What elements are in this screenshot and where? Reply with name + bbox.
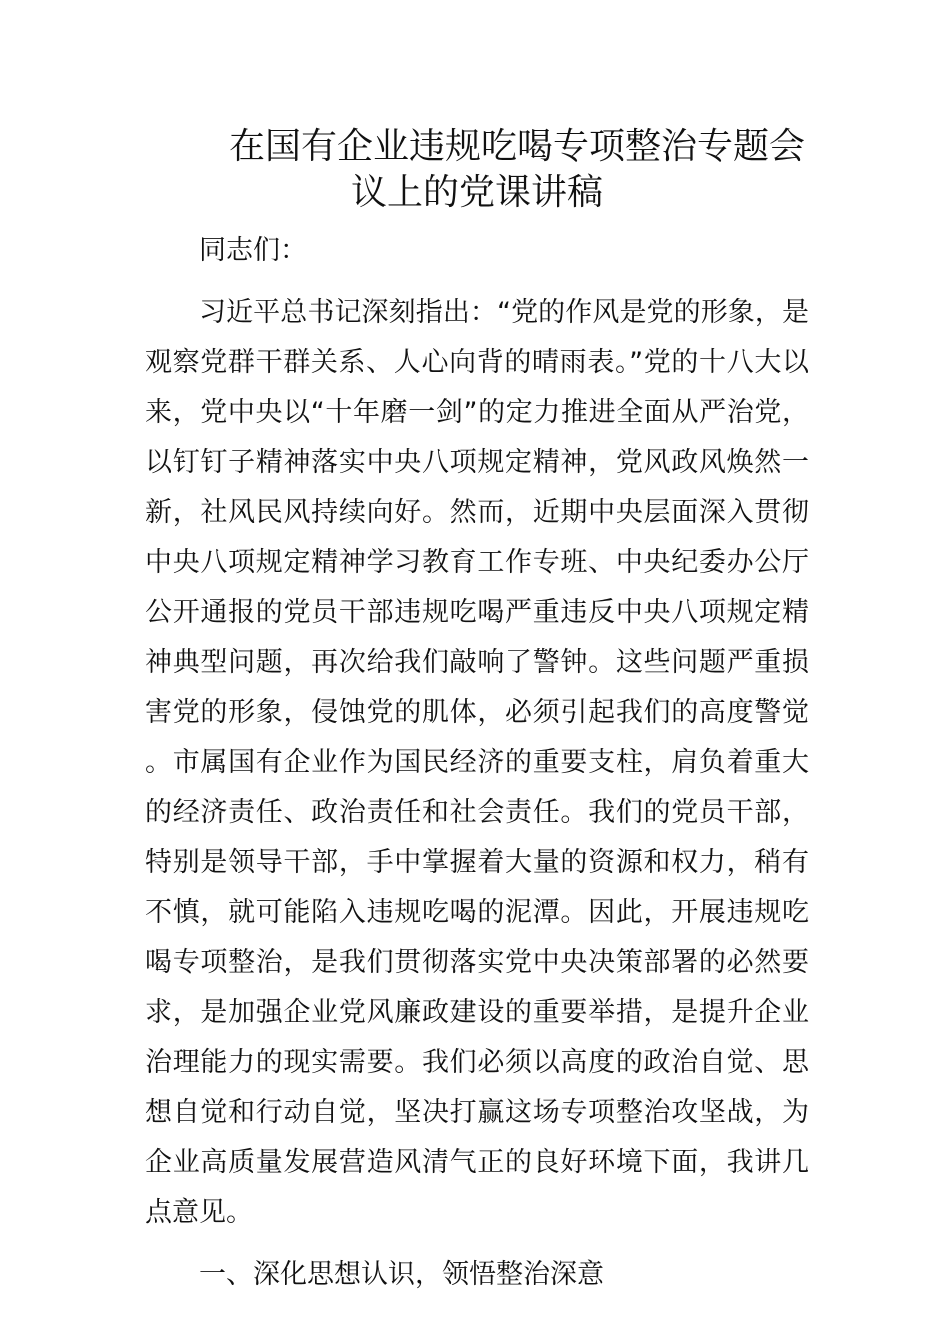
title-line-1: 在国有企业违规吃喝专项整治专题会 — [229, 126, 806, 167]
title-line-2: 议上的党课讲稿 — [351, 172, 604, 213]
document-title — [145, 124, 865, 216]
salutation: 同志们： — [199, 235, 307, 266]
paragraph-1: 习近平总书记深刻指出：“党的作风是党的形象，是观察党群干群关系、人心向背的晴雨表。”党的十八大以来，党中央以“十年磨一剑”的定力推进全面从严治党，以钉钉子精神落实中央八项规定精神，党风政风焕然一新，社风民风持续向好。然而，近期中央层面深入贯彻中央八项规定精神学习教育工作专班、中央纪委办公厅公开通报的党员干部违规吃喝严重违反中央八项规定精神典型问题，再次给我们敲响了警钟。这些问题严重损害党的形象，侵蚀党的肌体，必须引起我们的高度警觉。市属国有企业作为国民经济的重要支柱，肩负着重大的经济责任、政治责任和社会责任。我们的党员干部，特别是领导干部，手中掌握着大量的资源和权力，稍有不慎，就可能陷入违规吃喝的泥潭。因此，开展违规吃喝专项整治，是我们贯彻落实党中央决策部署的必然要求，是加强企业党风廉政建设的重要举措，是提升企业治理能力的现实需要。我们必须以高度的政治自觉、思想自觉和行动自觉，坚决打赢这场专项整治攻坚战，为企业高质量发展营造风清气正的良好环境下面，我讲几点意见。 — [145, 297, 809, 1228]
section-heading-1: 一、深化思想认识，领悟整治深意 — [199, 1259, 604, 1290]
document-body — [145, 226, 809, 1300]
